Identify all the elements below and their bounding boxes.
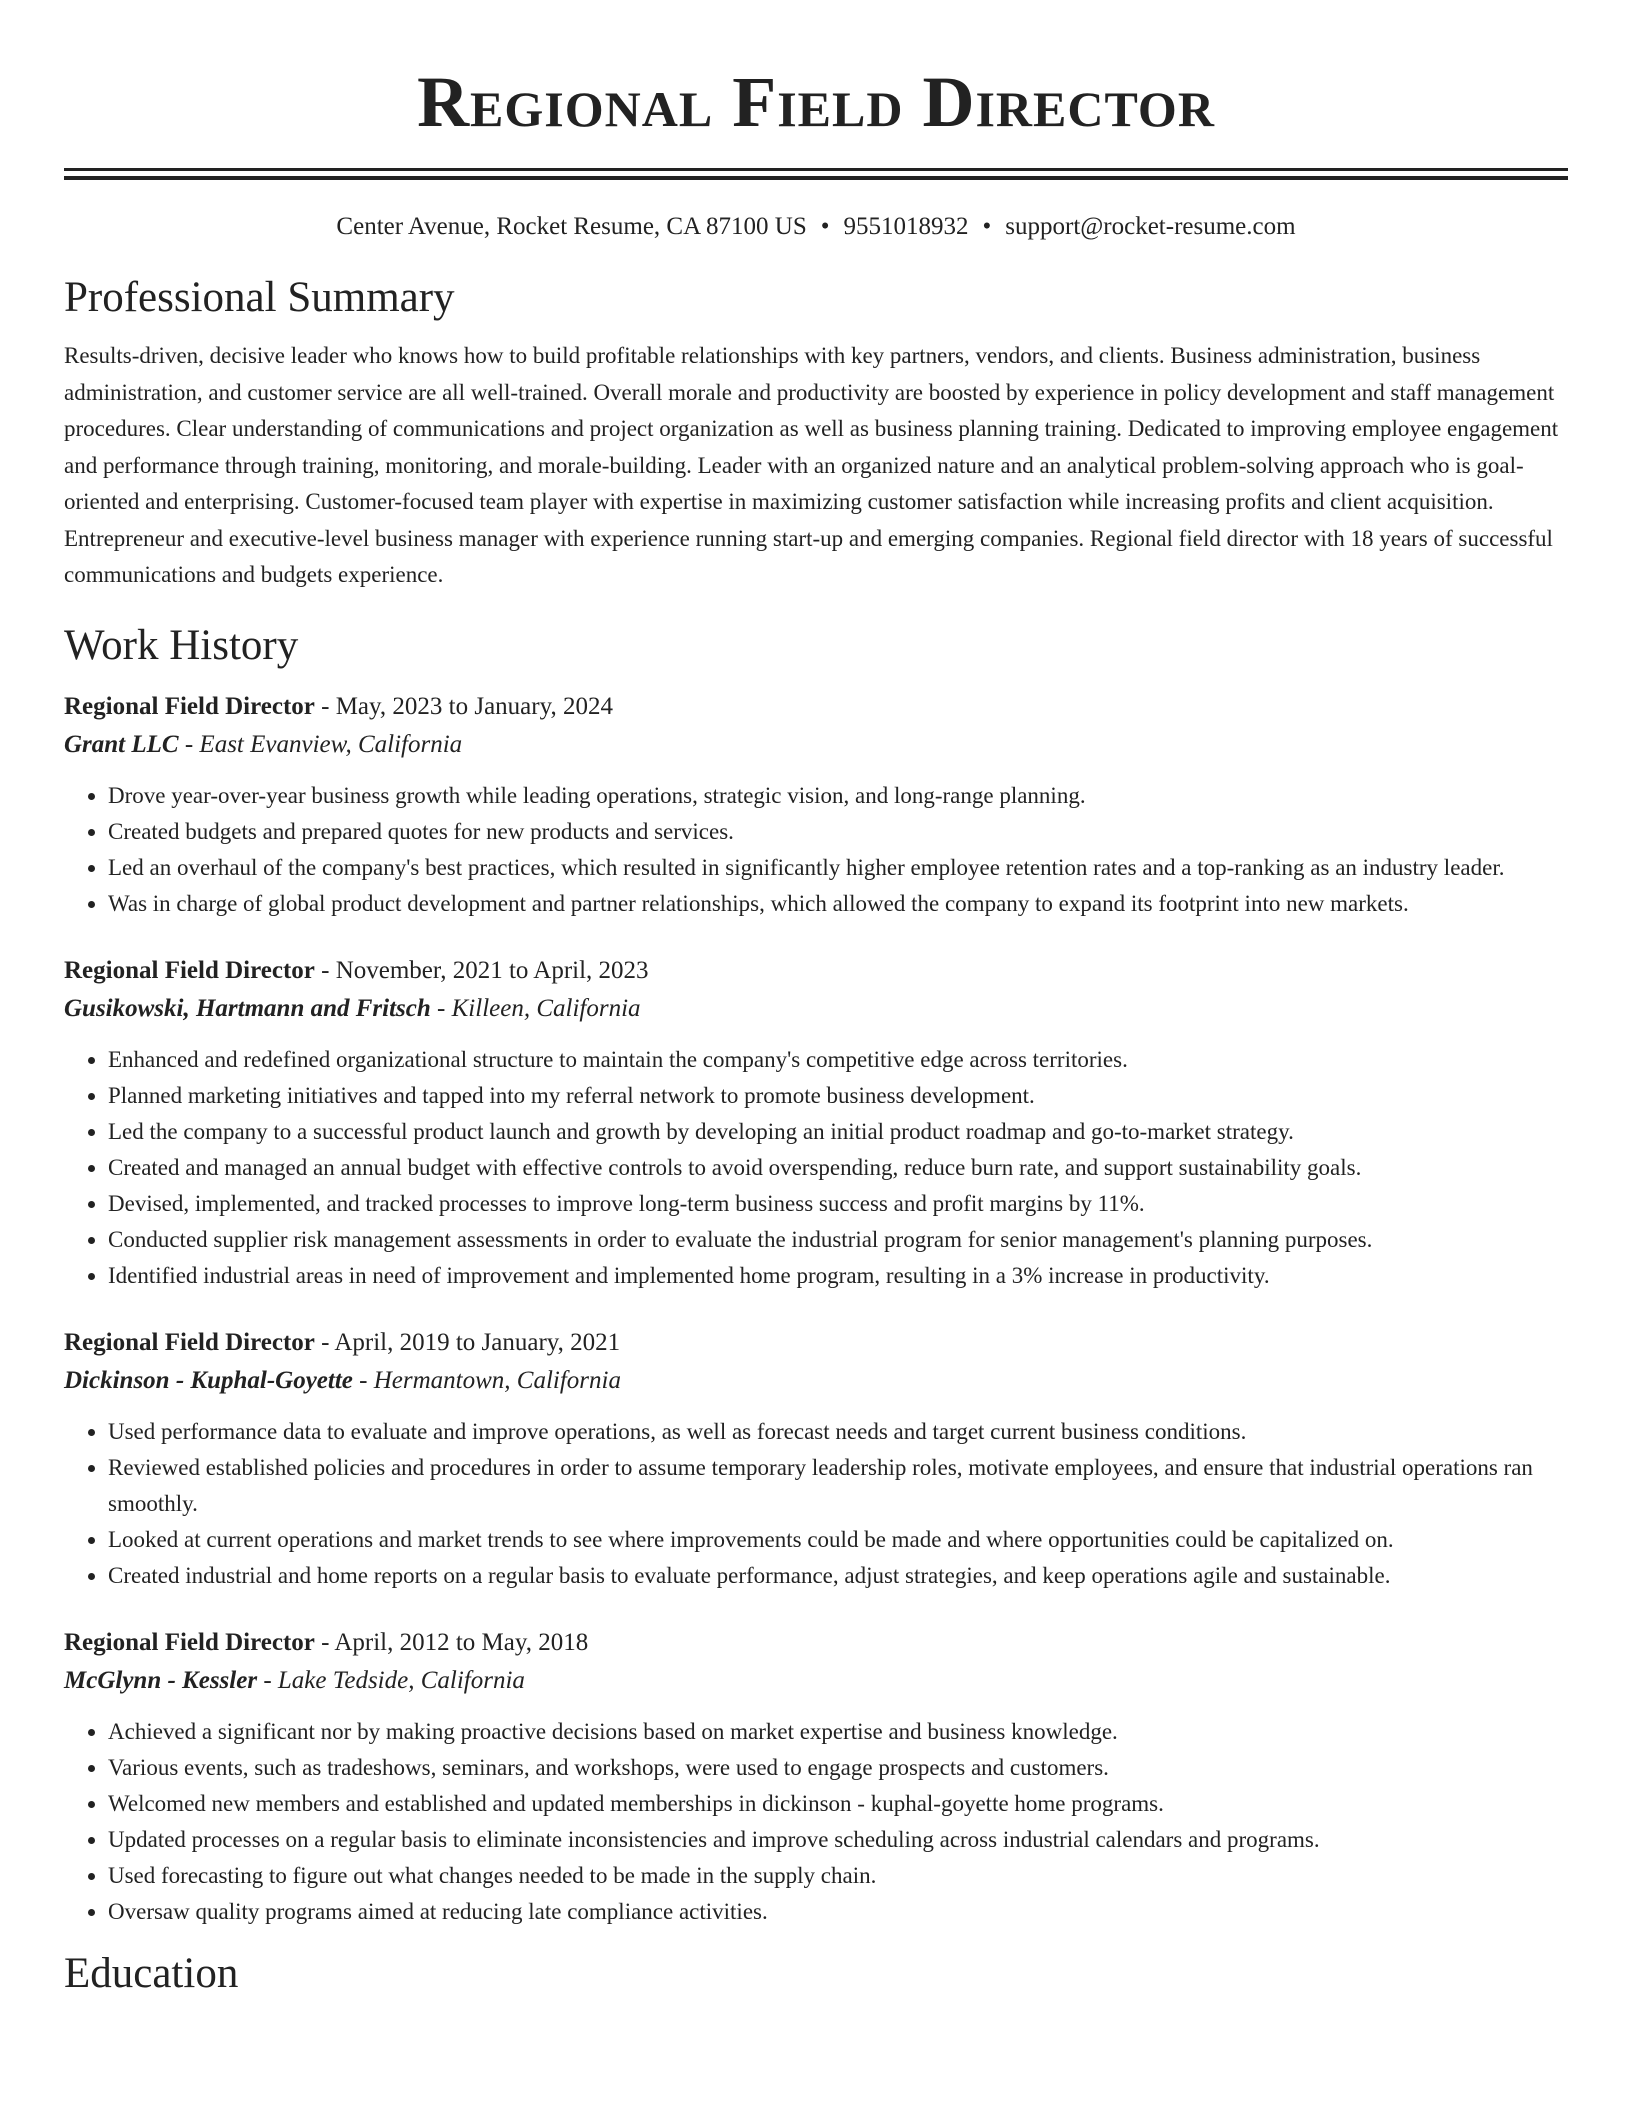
job-company: McGlynn - Kessler <box>64 1666 258 1694</box>
job-bullet: • Identified industrial areas in need of improvement and implemented home program, resulting in a 3% increase in productivity. <box>108 1258 1568 1294</box>
job-bullet: • Conducted supplier risk management assessments in order to evaluate the industrial program for senior management's planning purposes. <box>108 1222 1568 1258</box>
job-location: - Lake Tedside, California <box>257 1666 525 1694</box>
job-bullet: • Used performance data to evaluate and improve operations, as well as forecast needs and target current business conditions. <box>108 1414 1568 1450</box>
job-bullet: • Created budgets and prepared quotes for new products and services. <box>108 814 1568 850</box>
work-history-heading: Work History <box>64 621 299 669</box>
job-header <box>64 1624 1568 1662</box>
address: Center Avenue, Rocket Resume, CA 87100 US <box>336 213 807 240</box>
job-bullet: • Was in charge of global product development and partner relationships, which allowed the company to expand its footprint into new markets. <box>108 886 1568 922</box>
job-header <box>64 1324 1568 1362</box>
job-bullet: • Created and managed an annual budget with effective controls to avoid overspending, reduce burn rate, and support sustainability goals. <box>108 1150 1568 1186</box>
separator: • <box>820 213 830 240</box>
job-company-line <box>64 726 1568 764</box>
job-bullet: • Achieved a significant nor by making proactive decisions based on market expertise and business knowledge. <box>108 1714 1568 1750</box>
job-bullet: • Welcomed new members and established and updated memberships in dickinson - kuphal-goyette home programs. <box>108 1786 1568 1822</box>
job-dates: - May, 2023 to January, 2024 <box>314 692 613 720</box>
contact-line <box>64 210 1568 244</box>
job-bullet: • Enhanced and redefined organizational structure to maintain the company's competitive edge across territories. <box>108 1042 1568 1078</box>
job-bullet: • Led an overhaul of the company's best practices, which resulted in significantly higher employee retention rates and a top-ranking as an industry leader. <box>108 850 1568 886</box>
job-bullet: • Led the company to a successful product launch and growth by developing an initial product roadmap and go-to-market strategy. <box>108 1114 1568 1150</box>
work-history-list <box>64 688 1568 1930</box>
job-bullets <box>64 1714 1568 1930</box>
title-divider <box>64 168 1568 180</box>
job-location: - Killeen, California <box>430 994 641 1022</box>
job-bullet: • Looked at current operations and market trends to see where improvements could be made and where opportunities could be capitalized on. <box>108 1522 1568 1558</box>
job-entry <box>64 1324 1568 1594</box>
job-header <box>64 952 1568 990</box>
job-entry <box>64 952 1568 1294</box>
job-location: - East Evanview, California <box>178 730 463 758</box>
separator: • <box>982 213 992 240</box>
job-bullet: • Various events, such as tradeshows, seminars, and workshops, were used to engage prospects and customers. <box>108 1750 1568 1786</box>
resume-title: Regional Field Director <box>417 62 1215 142</box>
job-bullet: • Oversaw quality programs aimed at reducing late compliance activities. <box>108 1894 1568 1930</box>
job-role: Regional Field Director <box>64 1328 315 1356</box>
job-company-line <box>64 990 1568 1028</box>
job-company-line <box>64 1662 1568 1700</box>
email: support@rocket-resume.com <box>1005 213 1296 240</box>
job-company-line <box>64 1362 1568 1400</box>
job-bullets <box>64 778 1568 922</box>
job-dates: - April, 2019 to January, 2021 <box>314 1328 621 1356</box>
job-role: Regional Field Director <box>64 1628 315 1656</box>
job-bullet: • Planned marketing initiatives and tapped into my referral network to promote business development. <box>108 1078 1568 1114</box>
job-company: Dickinson - Kuphal-Goyette <box>64 1366 353 1394</box>
job-bullet: • Updated processes on a regular basis to eliminate inconsistencies and improve scheduling across industrial calendars and programs. <box>108 1822 1568 1858</box>
job-dates: - November, 2021 to April, 2023 <box>314 956 649 984</box>
job-entry <box>64 1624 1568 1930</box>
job-header <box>64 688 1568 726</box>
job-bullet: • Reviewed established policies and procedures in order to assume temporary leadership roles, motivate employees, and ensure that industrial operations ran smoothly. <box>108 1450 1568 1522</box>
job-bullets <box>64 1042 1568 1294</box>
job-entry <box>64 688 1568 922</box>
job-location: - Hermantown, California <box>352 1366 621 1394</box>
education-heading: Education <box>64 1949 239 1997</box>
job-bullet: • Drove year-over-year business growth while leading operations, strategic vision, and long-range planning. <box>108 778 1568 814</box>
job-dates: - April, 2012 to May, 2018 <box>314 1628 589 1656</box>
summary-text: Results-driven, decisive leader who knows how to build profitable relationships with key partners, vendors, and clients. Business administration, business administration, and customer service are all well-trained. Overall morale and productivity are boosted by experience in policy development and staff management procedures. Clear understanding of communications and project organization as well as business planning training. Dedicated to improving employee engagement and performance through training, monitoring, and morale-building. Leader with an organized nature and an analytical problem-solving approach who is goal-oriented and enterprising. Customer-focused team player with expertise in maximizing customer satisfaction while increasing profits and client acquisition. Entrepreneur and executive-level business manager with experience running start-up and emerging companies. Regional field director with 18 years of successful communications and budgets experience. <box>64 343 1559 587</box>
job-role: Regional Field Director <box>64 956 315 984</box>
job-role: Regional Field Director <box>64 692 315 720</box>
job-company: Gusikowski, Hartmann and Fritsch <box>64 994 431 1022</box>
job-bullets <box>64 1414 1568 1594</box>
job-company: Grant LLC <box>64 730 179 758</box>
job-bullet: • Used forecasting to figure out what changes needed to be made in the supply chain. <box>108 1858 1568 1894</box>
phone: 9551018932 <box>843 213 969 240</box>
job-bullet: • Devised, implemented, and tracked processes to improve long-term business success and profit margins by 11%. <box>108 1186 1568 1222</box>
job-bullet: • Created industrial and home reports on a regular basis to evaluate performance, adjust strategies, and keep operations agile and sustainable. <box>108 1558 1568 1594</box>
summary-heading: Professional Summary <box>64 274 455 321</box>
